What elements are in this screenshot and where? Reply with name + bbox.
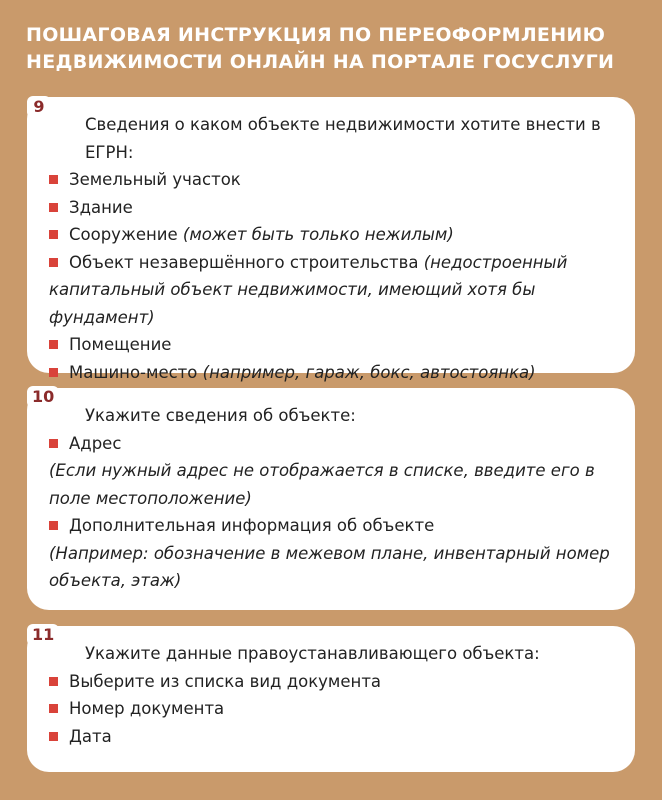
bullet-icon — [49, 521, 58, 530]
item-note: (Если нужный адрес не отображается в списке, введите его в поле местоположение) — [49, 461, 595, 508]
page-title — [26, 22, 646, 76]
list-item: Помещение — [49, 331, 619, 359]
step-heading: Укажите сведения об объекте: — [85, 406, 356, 425]
list-item: Объект незавершённого строительства (недостроенный капитальный объект недвижимости, имеющий хотя бы фундамент) — [49, 252, 568, 327]
title-line-2: НЕДВИЖИМОСТИ ОНЛАЙН НА ПОРТАЛЕ ГОСУСЛУГИ — [26, 51, 615, 73]
list-item: Дата — [49, 723, 619, 751]
bullet-icon — [49, 230, 58, 239]
step-number-badge: 9 — [27, 96, 51, 118]
step-heading: Сведения о каком объекте недвижимости хотите внести в ЕГРН: — [85, 115, 601, 162]
bullet-icon — [49, 258, 58, 267]
bullet-icon — [49, 732, 58, 741]
bullet-icon — [49, 340, 58, 349]
step-card-9 — [27, 97, 635, 382]
list-item: Номер документа — [49, 695, 619, 723]
list-item: Выберите из списка вид документа — [49, 668, 619, 696]
step-number-badge: 10 — [27, 386, 59, 408]
step-heading: Укажите данные правоустанавливающего объекта: — [85, 644, 540, 663]
item-note: (недостроенный капитальный объект недвижимости, имеющий хотя бы фундамент) — [49, 252, 568, 327]
list-item: Машино-место (например, гараж, бокс, автостоянка) — [49, 359, 619, 387]
item-note: (может быть только нежилым) — [182, 225, 454, 244]
title-line-1: ПОШАГОВАЯ ИНСТРУКЦИЯ ПО ПЕРЕОФОРМЛЕНИЮ — [26, 24, 606, 46]
step-card-10 — [27, 388, 635, 610]
bullet-icon — [49, 704, 58, 713]
step-number-badge: 11 — [27, 624, 59, 646]
list-item: Сооружение (может быть только нежилым) — [49, 221, 619, 249]
step-card-11 — [27, 626, 635, 772]
item-note: (Например: обозначение в межевом плане, инвентарный номер объекта, этаж) — [49, 543, 610, 590]
list-item: Дополнительная информация об объекте — [49, 512, 619, 540]
bullet-icon — [49, 677, 58, 686]
bullet-icon — [49, 175, 58, 184]
bullet-icon — [49, 368, 58, 377]
item-note: (например, гараж, бокс, автостоянка) — [202, 362, 536, 382]
bullet-icon — [49, 203, 58, 212]
list-item: Земельный участок — [49, 166, 619, 194]
list-item: Здание — [49, 194, 619, 222]
bullet-icon — [49, 439, 58, 448]
list-item: Адрес — [49, 430, 619, 458]
